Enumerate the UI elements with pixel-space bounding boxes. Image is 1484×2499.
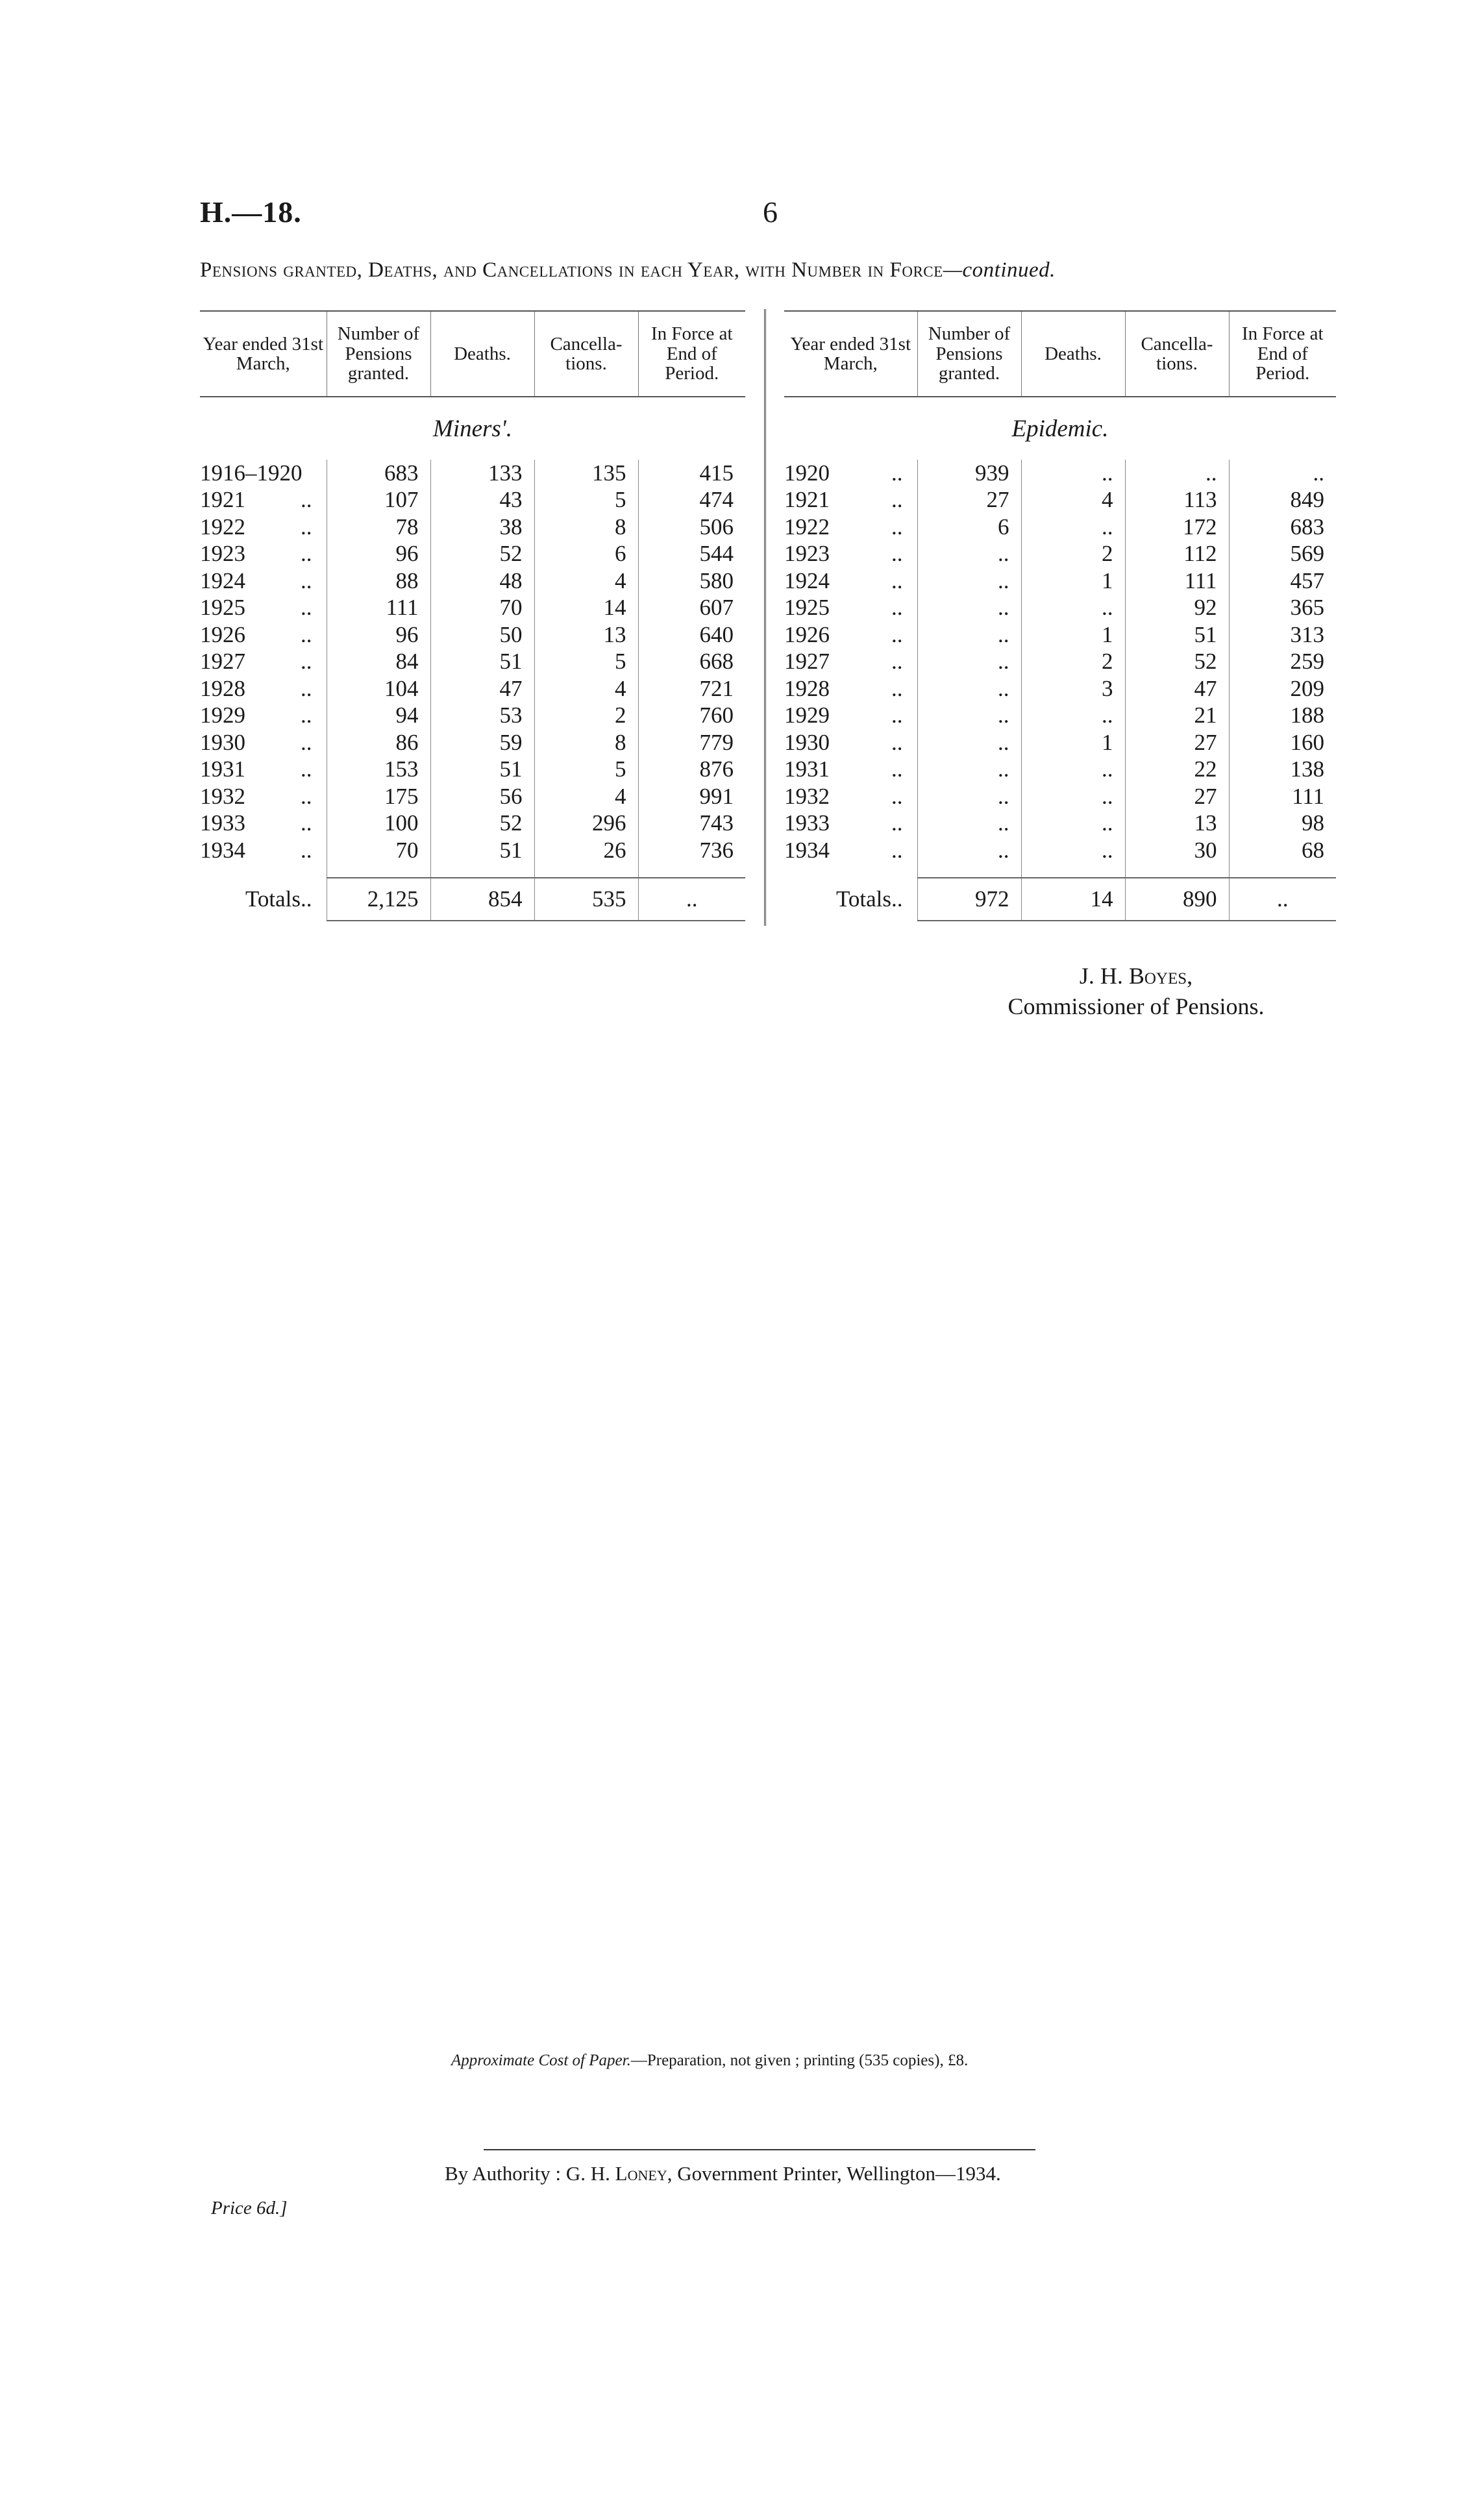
deaths-cell: 1: [1021, 567, 1125, 595]
cost-label: Approximate Cost of Paper.: [451, 2052, 631, 2069]
page-number: 6: [763, 195, 778, 229]
in-force-cell: 457: [1229, 567, 1336, 595]
in-force-cell: 683: [1229, 514, 1336, 541]
cancellations-cell: 5: [534, 487, 638, 514]
year-cell: [200, 702, 327, 730]
deaths-cell: ..: [1021, 756, 1125, 784]
granted-cell: 175: [327, 783, 430, 810]
header-cancellations: Cancella-tions.: [1125, 311, 1229, 397]
year-cell: [200, 460, 327, 487]
table-row: [784, 460, 1336, 487]
table-row: [200, 649, 745, 676]
leader-dots: ..: [301, 649, 312, 675]
header-cancellations: Cancella-tions.: [534, 311, 638, 397]
deaths-cell: 51: [430, 649, 534, 676]
miners-header-row: [200, 311, 745, 397]
year-label: 1920: [784, 460, 830, 486]
table-title-main: Pensions granted, Deaths, and Cancellations in each Year, with Number in Force: [200, 258, 943, 282]
year-label: 1930: [784, 729, 830, 755]
leader-dots: ..: [301, 810, 312, 836]
deaths-cell: 51: [430, 756, 534, 784]
cancellations-cell: 13: [1125, 810, 1229, 838]
deaths-cell: 48: [430, 567, 534, 595]
year-cell: [200, 567, 327, 595]
cancellations-cell: 4: [534, 783, 638, 810]
in-force-cell: 607: [638, 595, 745, 622]
year-label: 1921: [200, 487, 245, 513]
year-cell: [784, 514, 917, 541]
year-label: 1928: [200, 675, 245, 701]
section-label-epidemic: Epidemic.: [1011, 415, 1109, 442]
year-cell: [200, 837, 327, 864]
table-title-suffix: —continued.: [943, 258, 1056, 282]
table-row: [784, 621, 1336, 649]
table-row: [784, 649, 1336, 676]
granted-cell: 939: [917, 460, 1021, 487]
year-label: 1931: [200, 756, 245, 782]
granted-cell: 86: [327, 729, 430, 756]
table-row: [200, 675, 745, 702]
cancellations-cell: 14: [534, 595, 638, 622]
in-force-cell: 760: [638, 702, 745, 730]
leader-dots: ..: [301, 729, 312, 755]
cancellations-cell: 8: [534, 729, 638, 756]
leader-dots: ..: [891, 649, 903, 675]
cancellations-cell: 27: [1125, 783, 1229, 810]
printer-authority: [445, 2162, 1001, 2185]
in-force-cell: 98: [1229, 810, 1336, 838]
cancellations-cell: 52: [1125, 649, 1229, 676]
header-in-force: In Force at End of Period.: [1229, 311, 1336, 397]
cancellations-cell: 4: [534, 675, 638, 702]
year-cell: [784, 649, 917, 676]
leader-dots: ..: [301, 675, 312, 701]
table-row: [200, 567, 745, 595]
deaths-cell: 52: [430, 541, 534, 568]
leader-dots: ..: [891, 702, 903, 728]
total-cancellations: 890: [1125, 878, 1229, 921]
year-cell: [784, 675, 917, 702]
cancellations-cell: ..: [1125, 460, 1229, 487]
granted-cell: ..: [917, 675, 1021, 702]
deaths-cell: 50: [430, 621, 534, 649]
cancellations-cell: 5: [534, 649, 638, 676]
year-label: 1927: [784, 649, 830, 675]
year-cell: [200, 595, 327, 622]
table-row: [784, 729, 1336, 756]
cancellations-cell: 26: [534, 837, 638, 864]
cancellations-cell: 21: [1125, 702, 1229, 730]
in-force-cell: 188: [1229, 702, 1336, 730]
deaths-cell: 2: [1021, 541, 1125, 568]
in-force-cell: 743: [638, 810, 745, 838]
year-label: 1930: [200, 729, 245, 755]
year-cell: [200, 675, 327, 702]
granted-cell: 104: [327, 675, 430, 702]
granted-cell: ..: [917, 756, 1021, 784]
year-label: 1924: [784, 567, 830, 593]
year-label: 1932: [200, 783, 245, 809]
total-granted: 2,125: [327, 878, 430, 921]
authority-rest: Government Printer, Wellington—1934.: [677, 2162, 1001, 2185]
epidemic-body: [784, 397, 1336, 921]
table-row: [784, 675, 1336, 702]
in-force-cell: 365: [1229, 595, 1336, 622]
deaths-cell: 51: [430, 837, 534, 864]
granted-cell: 94: [327, 702, 430, 730]
total-in-force: ..: [638, 878, 745, 921]
epidemic-table: [784, 310, 1336, 921]
deaths-cell: 38: [430, 514, 534, 541]
year-cell: [784, 487, 917, 514]
table-row: [784, 783, 1336, 810]
granted-cell: ..: [917, 729, 1021, 756]
year-cell: [200, 729, 327, 756]
deaths-cell: 53: [430, 702, 534, 730]
authority-name: G. H. Loney,: [565, 2162, 673, 2185]
leader-dots: ..: [301, 567, 312, 593]
year-label: 1933: [784, 810, 830, 836]
leader-dots: ..: [891, 810, 903, 836]
year-label: 1934: [200, 837, 245, 863]
year-cell: [200, 810, 327, 838]
miners-body: [200, 397, 745, 921]
granted-cell: 96: [327, 621, 430, 649]
leader-dots: ..: [301, 702, 312, 728]
header-deaths: Deaths.: [1021, 311, 1125, 397]
cancellations-cell: 113: [1125, 487, 1229, 514]
in-force-cell: 849: [1229, 487, 1336, 514]
total-deaths: 854: [430, 878, 534, 921]
granted-cell: 27: [917, 487, 1021, 514]
year-cell: [784, 810, 917, 838]
year-label: 1931: [784, 756, 830, 782]
table-row: [784, 487, 1336, 514]
spacer-row: [200, 864, 745, 878]
spacer-row: [784, 864, 1336, 878]
granted-cell: 107: [327, 487, 430, 514]
year-label: 1927: [200, 649, 245, 675]
leader-dots: ..: [301, 487, 312, 513]
year-label: 1923: [784, 541, 830, 567]
table-row: [784, 541, 1336, 568]
granted-cell: 111: [327, 595, 430, 622]
leader-dots: ..: [891, 460, 903, 486]
deaths-cell: 43: [430, 487, 534, 514]
year-cell: [784, 621, 917, 649]
year-label: 1916–1920: [200, 460, 303, 486]
in-force-cell: 544: [638, 541, 745, 568]
granted-cell: 100: [327, 810, 430, 838]
granted-cell: ..: [917, 595, 1021, 622]
leader-dots: ..: [891, 783, 903, 809]
header-deaths: Deaths.: [430, 311, 534, 397]
leader-dots: ..: [301, 756, 312, 782]
granted-cell: 683: [327, 460, 430, 487]
in-force-cell: 259: [1229, 649, 1336, 676]
cancellations-cell: 92: [1125, 595, 1229, 622]
in-force-cell: 569: [1229, 541, 1336, 568]
cancellations-cell: 27: [1125, 729, 1229, 756]
year-label: 1925: [784, 595, 830, 621]
deaths-cell: 3: [1021, 675, 1125, 702]
granted-cell: 6: [917, 514, 1021, 541]
signature-title: Commissioner of Pensions.: [1008, 993, 1265, 1019]
miners-table: [200, 310, 745, 921]
deaths-cell: 2: [1021, 649, 1125, 676]
cancellations-cell: 13: [534, 621, 638, 649]
totals-row: [784, 878, 1336, 921]
in-force-cell: 580: [638, 567, 745, 595]
table-row: [200, 487, 745, 514]
year-label: 1928: [784, 675, 830, 701]
deaths-cell: ..: [1021, 460, 1125, 487]
header-year: Year ended 31st March,: [200, 311, 327, 397]
cancellations-cell: 111: [1125, 567, 1229, 595]
deaths-cell: ..: [1021, 514, 1125, 541]
leader-dots: ..: [301, 541, 312, 567]
signature-block: [987, 961, 1285, 1022]
totals-label: Totals..: [835, 886, 903, 912]
section-label-miners: Miners'.: [433, 415, 512, 442]
leader-dots: ..: [891, 675, 903, 701]
in-force-cell: 876: [638, 756, 745, 784]
granted-cell: 153: [327, 756, 430, 784]
leader-dots: ..: [891, 837, 903, 863]
deaths-cell: 133: [430, 460, 534, 487]
totals-row: [200, 878, 745, 921]
leader-dots: ..: [891, 567, 903, 593]
leader-dots: ..: [891, 756, 903, 782]
year-cell: [784, 595, 917, 622]
leader-dots: ..: [301, 514, 312, 540]
deaths-cell: 52: [430, 810, 534, 838]
deaths-cell: 56: [430, 783, 534, 810]
table-row: [784, 514, 1336, 541]
header-in-force: In Force at End of Period.: [638, 311, 745, 397]
year-cell: [200, 756, 327, 784]
year-cell: [200, 541, 327, 568]
header-granted: Number of Pensions granted.: [917, 311, 1021, 397]
year-label: 1921: [784, 487, 830, 513]
leader-dots: ..: [301, 783, 312, 809]
table-divider: [764, 309, 766, 926]
granted-cell: ..: [917, 567, 1021, 595]
granted-cell: ..: [917, 621, 1021, 649]
deaths-cell: 1: [1021, 621, 1125, 649]
year-label: 1929: [784, 702, 830, 728]
year-label: 1924: [200, 567, 245, 593]
granted-cell: ..: [917, 837, 1021, 864]
total-in-force: ..: [1229, 878, 1336, 921]
year-cell: [784, 837, 917, 864]
year-cell: [784, 541, 917, 568]
in-force-cell: 736: [638, 837, 745, 864]
deaths-cell: ..: [1021, 837, 1125, 864]
cancellations-cell: 22: [1125, 756, 1229, 784]
table-row: [200, 810, 745, 838]
in-force-cell: 209: [1229, 675, 1336, 702]
in-force-cell: 721: [638, 675, 745, 702]
year-label: 1923: [200, 541, 245, 567]
table-row: [200, 460, 745, 487]
leader-dots: ..: [891, 514, 903, 540]
table-row: [200, 783, 745, 810]
year-label: 1934: [784, 837, 830, 863]
leader-dots: ..: [891, 541, 903, 567]
deaths-cell: 47: [430, 675, 534, 702]
table-row: [200, 729, 745, 756]
deaths-cell: ..: [1021, 595, 1125, 622]
table-title: [200, 258, 1355, 282]
in-force-cell: 991: [638, 783, 745, 810]
granted-cell: 78: [327, 514, 430, 541]
year-label: 1929: [200, 702, 245, 728]
granted-cell: ..: [917, 702, 1021, 730]
authority-prefix: By Authority :: [445, 2162, 562, 2185]
year-cell: [200, 649, 327, 676]
cancellations-cell: 51: [1125, 621, 1229, 649]
cancellations-cell: 135: [534, 460, 638, 487]
total-deaths: 14: [1021, 878, 1125, 921]
leader-dots: ..: [301, 595, 312, 621]
totals-label: Totals..: [245, 886, 312, 912]
signature-name: J. H. Boyes,: [1079, 963, 1193, 989]
deaths-cell: 59: [430, 729, 534, 756]
cancellations-cell: 4: [534, 567, 638, 595]
granted-cell: 84: [327, 649, 430, 676]
year-cell: [200, 487, 327, 514]
granted-cell: ..: [917, 810, 1021, 838]
in-force-cell: 313: [1229, 621, 1336, 649]
in-force-cell: 506: [638, 514, 745, 541]
year-cell: [200, 621, 327, 649]
table-row: [200, 621, 745, 649]
leader-dots: ..: [301, 837, 312, 863]
cancellations-cell: 296: [534, 810, 638, 838]
header-year: Year ended 31st March,: [784, 311, 917, 397]
in-force-cell: 160: [1229, 729, 1336, 756]
table-row: [200, 756, 745, 784]
table-row: [784, 756, 1336, 784]
year-cell: [200, 783, 327, 810]
year-label: 1922: [784, 514, 830, 540]
year-cell: [784, 729, 917, 756]
deaths-cell: ..: [1021, 702, 1125, 730]
authority-rule: [484, 2149, 1035, 2150]
leader-dots: ..: [891, 487, 903, 513]
table-row: [200, 595, 745, 622]
in-force-cell: 668: [638, 649, 745, 676]
total-cancellations: 535: [534, 878, 638, 921]
in-force-cell: 138: [1229, 756, 1336, 784]
granted-cell: 88: [327, 567, 430, 595]
year-cell: [784, 756, 917, 784]
in-force-cell: 415: [638, 460, 745, 487]
leader-dots: ..: [891, 621, 903, 647]
cancellations-cell: 172: [1125, 514, 1229, 541]
cancellations-cell: 30: [1125, 837, 1229, 864]
deaths-cell: ..: [1021, 810, 1125, 838]
in-force-cell: 111: [1229, 783, 1336, 810]
cancellations-cell: 112: [1125, 541, 1229, 568]
year-cell: [784, 702, 917, 730]
leader-dots: ..: [891, 595, 903, 621]
deaths-cell: 1: [1021, 729, 1125, 756]
header-granted: Number of Pensions granted.: [327, 311, 430, 397]
granted-cell: ..: [917, 541, 1021, 568]
year-label: 1922: [200, 514, 245, 540]
cancellations-cell: 8: [534, 514, 638, 541]
year-cell: [200, 514, 327, 541]
year-cell: [784, 460, 917, 487]
year-cell: [784, 783, 917, 810]
year-label: 1926: [200, 621, 245, 647]
in-force-cell: 474: [638, 487, 745, 514]
page-reference: H.—18.: [200, 195, 302, 229]
cancellations-cell: 2: [534, 702, 638, 730]
table-row: [784, 810, 1336, 838]
year-label: 1925: [200, 595, 245, 621]
year-label: 1926: [784, 621, 830, 647]
table-row: [200, 702, 745, 730]
year-label: 1933: [200, 810, 245, 836]
granted-cell: ..: [917, 783, 1021, 810]
year-cell: [784, 567, 917, 595]
cost-of-paper-note: [451, 2052, 968, 2070]
granted-cell: 96: [327, 541, 430, 568]
year-label: 1932: [784, 783, 830, 809]
granted-cell: 70: [327, 837, 430, 864]
table-row: [784, 702, 1336, 730]
table-row: [200, 514, 745, 541]
table-row: [200, 541, 745, 568]
deaths-cell: 70: [430, 595, 534, 622]
in-force-cell: ..: [1229, 460, 1336, 487]
price-note: Price 6d.]: [211, 2198, 288, 2219]
in-force-cell: 640: [638, 621, 745, 649]
in-force-cell: 779: [638, 729, 745, 756]
cost-text: —Preparation, not given ; printing (535 copies), £8.: [630, 2052, 969, 2069]
granted-cell: ..: [917, 649, 1021, 676]
cancellations-cell: 5: [534, 756, 638, 784]
table-row: [784, 567, 1336, 595]
deaths-cell: 4: [1021, 487, 1125, 514]
total-granted: 972: [917, 878, 1021, 921]
cancellations-cell: 47: [1125, 675, 1229, 702]
table-row: [784, 595, 1336, 622]
leader-dots: ..: [301, 621, 312, 647]
leader-dots: ..: [891, 729, 903, 755]
table-row: [200, 837, 745, 864]
deaths-cell: ..: [1021, 783, 1125, 810]
in-force-cell: 68: [1229, 837, 1336, 864]
table-row: [784, 837, 1336, 864]
epidemic-header-row: [784, 311, 1336, 397]
cancellations-cell: 6: [534, 541, 638, 568]
